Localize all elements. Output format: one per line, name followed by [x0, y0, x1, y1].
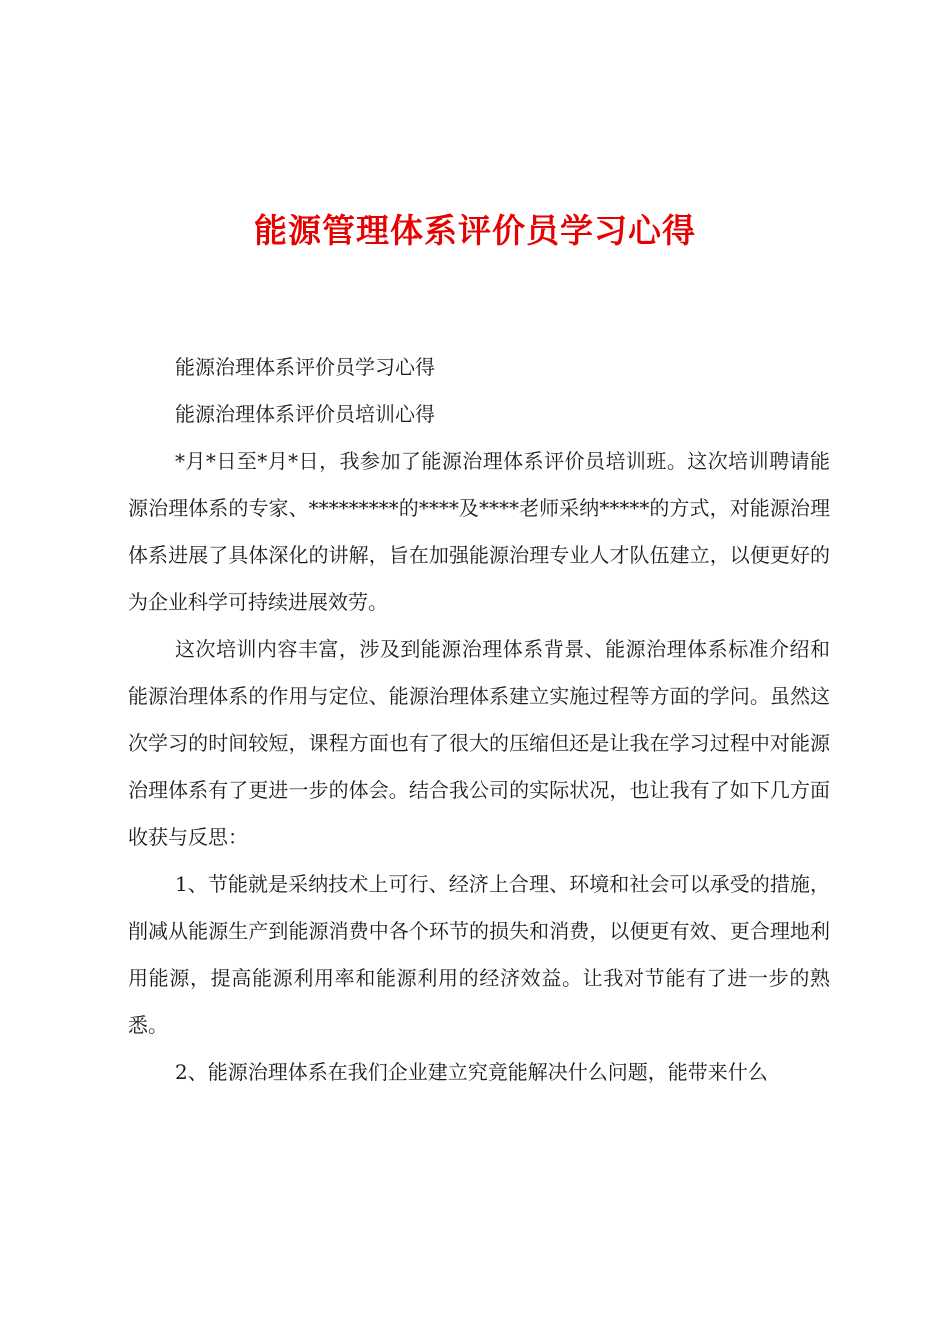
paragraph-content: 这次培训内容丰富，涉及到能源治理体系背景、能源治理体系标准介绍和能源治理体系的作用与定位、能源治理体系建立实施过程等方面的学问。虽然这次学习的时间较短，课程方面也有了很大的压缩但还是让我在学习过程中对能源治理体系有了更进一步的体会。结合我公司的实际状况，也让我有了如下几方面收获与反思： — [128, 637, 830, 849]
paragraph-subtitle-1: 能源治理体系评价员学习心得 — [175, 355, 435, 379]
document-body — [128, 344, 830, 1096]
paragraph-point-2: 2、能源治理体系在我们企业建立究竟能解决什么问题，能带来什么 — [175, 1060, 768, 1084]
paragraph-subtitle-2: 能源治理体系评价员培训心得 — [175, 402, 435, 426]
paragraph-point-1: 1、节能就是采纳技术上可行、经济上合理、环境和社会可以承受的措施，削减从能源生产到能源消费中各个环节的损失和消费，以便更有效、更合理地利用能源，提高能源利用率和能源利用的经济效益。让我对节能有了进一步的熟悉。 — [128, 872, 830, 1037]
document-title: 能源管理体系评价员学习心得 — [254, 211, 696, 250]
paragraph-intro: *月*日至*月*日，我参加了能源治理体系评价员培训班。这次培训聘请能源治理体系的专家、*********的****及****老师采纳*****的方式，对能源治理体系进展了具体深化的讲解，旨在加强能源治理专业人才队伍建立，以便更好的为企业科学可持续进展效劳。 — [128, 449, 830, 614]
